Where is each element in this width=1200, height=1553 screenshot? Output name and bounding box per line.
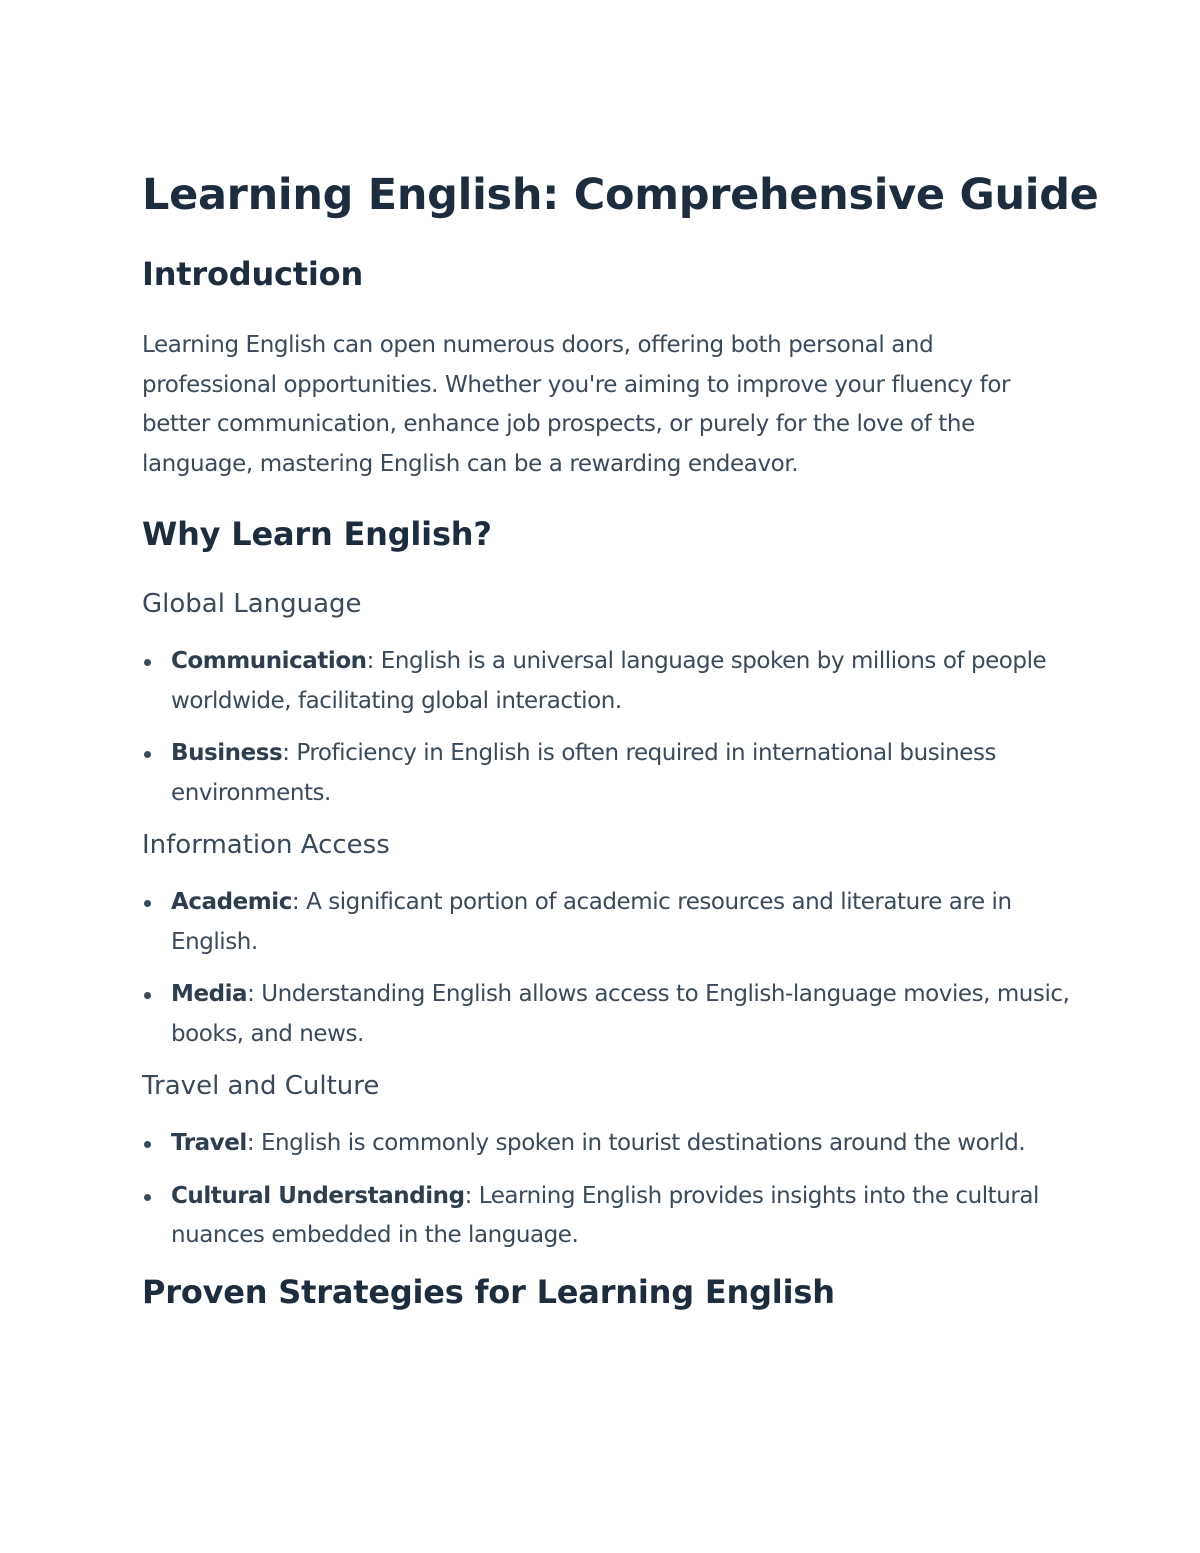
- document-title: Learning English: Comprehensive Guide: [142, 170, 1099, 220]
- list-item-text: : English is commonly spoken in tourist destinations around the world.: [246, 1130, 1026, 1156]
- list-item-term: Cultural Understanding: [171, 1182, 465, 1209]
- list-item: [142, 1177, 1072, 1256]
- introduction-paragraph: Learning English can open numerous doors, offering both personal and professional opportunities. Whether you're aiming to improve your fluency for better communication, enhance job prospects, or purely for the love of the language, mastering English can be a rewarding endeavor.: [142, 332, 1011, 477]
- list-item-term: Business: [171, 740, 283, 766]
- bullet-icon: [144, 659, 151, 666]
- list-item: [142, 734, 1072, 813]
- list-item: [142, 642, 1072, 721]
- section-heading-strategies: Proven Strategies for Learning English: [142, 1272, 835, 1311]
- bullet-list-information-access: [142, 883, 1072, 1054]
- list-item-text: : A significant portion of academic resources and literature are in English.: [171, 889, 1012, 955]
- subsection-heading-global-language: Global Language: [142, 589, 362, 619]
- list-item-text: : Understanding English allows access to English-language movies, music, books, and news.: [171, 981, 1070, 1047]
- bullet-icon: [144, 992, 151, 999]
- bullet-icon: [144, 1194, 151, 1201]
- list-item: [142, 883, 1072, 962]
- list-item: [142, 975, 1072, 1054]
- list-item-text: : Proficiency in English is often required in international business environments.: [171, 740, 997, 806]
- bullet-icon: [144, 1141, 151, 1148]
- list-item-term: Travel: [171, 1130, 247, 1156]
- list-item-term: Media: [171, 981, 248, 1007]
- subsection-heading-information-access: Information Access: [142, 830, 390, 860]
- list-item-text: : English is a universal language spoken by millions of people worldwide, facilitating global interaction.: [171, 648, 1047, 714]
- section-heading-why-learn: Why Learn English?: [142, 515, 492, 553]
- bullet-icon: [144, 900, 151, 907]
- bullet-icon: [144, 751, 151, 758]
- list-item: [142, 1124, 1072, 1164]
- list-item-text: : Learning English provides insights into the cultural nuances embedded in the language.: [171, 1182, 1039, 1248]
- section-heading-introduction: Introduction: [142, 255, 364, 293]
- subsection-heading-travel-culture: Travel and Culture: [142, 1071, 380, 1101]
- bullet-list-global-language: [142, 642, 1072, 813]
- list-item-term: Academic: [171, 889, 292, 915]
- document-page: [142, 166, 1099, 1344]
- list-item-term: Communication: [171, 648, 367, 674]
- bullet-list-travel-culture: [142, 1124, 1072, 1256]
